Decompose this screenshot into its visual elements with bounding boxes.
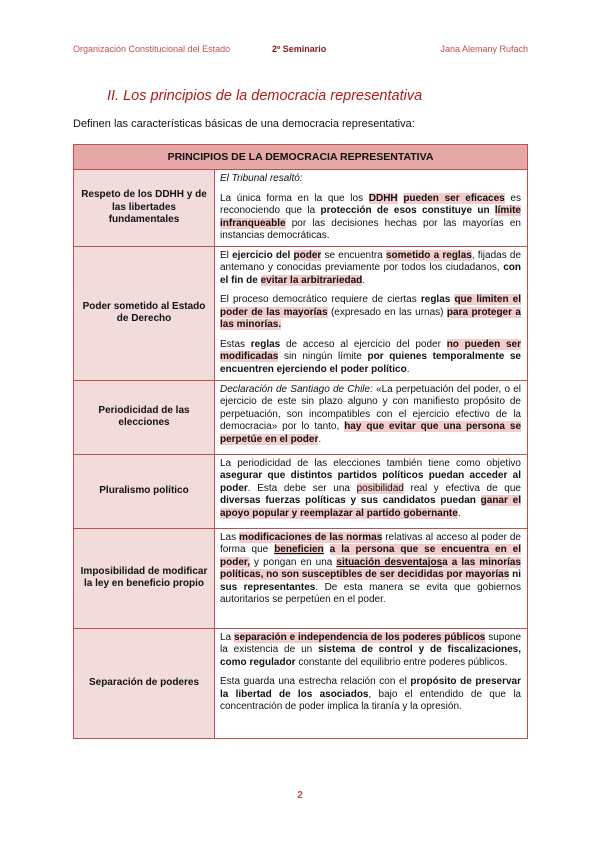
description-paragraph <box>220 532 521 607</box>
principle-description <box>215 454 528 528</box>
text-run: propósito de preservar la libertad de los asociados <box>220 676 521 700</box>
intro-text: Definen las características básicas de una democracia representativa: <box>73 118 415 130</box>
text-run: . <box>457 507 461 519</box>
text-run: ejercicio del <box>232 249 291 261</box>
principle-description <box>215 246 528 380</box>
text-run: protección de esos constituye un <box>320 205 490 216</box>
text-run: sometido a reglas <box>385 249 472 261</box>
text-run: posibilidad <box>356 482 404 494</box>
text-run: constante del equilibrio entre poderes públicos. <box>295 656 508 668</box>
text-run: modificaciones de las normas <box>239 531 383 543</box>
text-run: de acceso al ejercicio del poder <box>280 338 447 350</box>
description-paragraph <box>220 632 521 670</box>
description-paragraph <box>220 458 521 521</box>
text-run: El <box>220 249 233 261</box>
text-run: poder <box>293 249 322 261</box>
text-run <box>476 495 481 506</box>
text-run: La periodicidad de las elecciones también tiene como objetivo <box>220 457 521 469</box>
text-run: y pongan en una <box>250 556 337 568</box>
principle-description <box>215 628 528 738</box>
text-run: reglas <box>250 338 281 350</box>
text-run: por quienes temporalmente se encuentren ejerciendo el poder político <box>220 351 521 375</box>
text-run: ni sus representantes <box>220 569 522 593</box>
text-run: Estas <box>220 338 251 350</box>
text-run: separación e independencia de los poderes públicos <box>233 631 486 643</box>
text-run: sin ningún límite <box>278 351 368 362</box>
text-run: . Esta debe ser una <box>247 482 357 494</box>
description-paragraph <box>220 250 521 288</box>
principles-table <box>73 144 528 739</box>
description-paragraph <box>220 294 521 332</box>
table-row <box>74 170 528 247</box>
principle-label: Poder sometido al Estado de Derecho <box>74 246 215 380</box>
text-run: a la persona que se encuentra en el poder, <box>220 544 521 568</box>
principle-label: Imposibilidad de modificar la ley en beneficio propio <box>74 528 215 628</box>
description-paragraph <box>220 173 521 186</box>
table-row <box>74 380 528 454</box>
text-run: La <box>220 631 234 643</box>
text-run: Las <box>220 531 240 543</box>
text-run: que limiten el poder de las mayorías <box>220 294 521 318</box>
text-run: . <box>362 274 366 286</box>
header-seminar: 2º Seminario <box>272 44 327 54</box>
text-run: situación desventajos <box>336 556 443 568</box>
text-run: límite infranqueable <box>220 205 521 229</box>
table-row <box>74 246 528 380</box>
text-run: El proceso democrático requiere de ciertas <box>220 294 421 305</box>
principle-description <box>215 380 528 454</box>
text-run: , fijadas de antemano y conocidas previamente por todos los ciudadanos, <box>220 249 522 273</box>
principle-label: Periodicidad de las elecciones <box>74 380 215 454</box>
table-row <box>74 628 528 738</box>
text-run: asegurar que distintos partidos políticos puedan acceder al poder <box>220 470 521 494</box>
text-run: supone la existencia de un <box>220 631 521 655</box>
principle-label: Pluralismo político <box>74 454 215 528</box>
description-paragraph <box>220 193 521 243</box>
table-row <box>74 454 528 528</box>
text-run: . De esta manera se evita que gobiernos autoritarios se perpetúen en el poder. <box>220 581 521 605</box>
text-run <box>324 544 330 555</box>
section-heading: II. Los principios de la democracia representativa <box>107 88 423 104</box>
description-paragraph <box>220 339 521 377</box>
principle-description <box>215 528 528 628</box>
text-run: , bajo el entendido de que la concentración de poder implica la tiranía y la opresión. <box>220 688 521 712</box>
text-run: La única forma en la que los <box>220 192 369 204</box>
text-run: evitar la arbitrariedad <box>260 274 363 286</box>
text-run: real y efectiva de que <box>403 482 521 494</box>
text-run: por las decisiones hechas por las mayorías en instancias democráticas. <box>220 217 521 241</box>
text-run: . <box>406 363 410 375</box>
header-course: Organización Constitucional del Estado <box>73 44 231 54</box>
text-run: con el fin de <box>220 262 521 286</box>
text-run: a a las minorías políticas, no son susceptibles de ser decididas por mayorías <box>220 556 521 580</box>
text-run: El Tribunal resaltó: <box>220 173 303 184</box>
text-run: Esta guarda una estrecha relación con el <box>220 676 411 687</box>
text-run: diversas fuerzas políticas y sus candidatos puedan <box>220 495 476 506</box>
text-run: beneficien <box>274 544 324 555</box>
text-run: Declaración de Santiago de Chile: <box>220 383 373 395</box>
text-run: relativas al acceso al poder de forma que <box>220 531 521 555</box>
text-run: sistema de control y de fiscalizaciones, como regulador <box>220 644 521 668</box>
text-run: es reconociendo que la <box>220 192 521 216</box>
text-run: . <box>318 433 322 445</box>
text-run: ganar el apoyo popular y reemplazar al partido gobernante <box>220 495 521 519</box>
table-row <box>74 528 528 628</box>
description-paragraph <box>220 676 521 714</box>
principle-label: Separación de poderes <box>74 628 215 738</box>
text-run: reglas <box>420 294 451 305</box>
principle-description <box>215 170 528 247</box>
text-run: «La perpetuación del poder, o el ejercicio de este sin plazo alguno y con manifiesto propósito de perpetuación, son incompatibles con el ejercicio efectivo de la democracia» por lo tanto, <box>220 383 521 432</box>
text-run: pueden ser eficaces <box>403 192 505 204</box>
text-run: para proteger a las minorías. <box>220 306 521 330</box>
text-run: no pueden ser modificadas <box>220 338 521 362</box>
text-run: hay que evitar que una persona se perpetúe en el poder <box>220 421 522 445</box>
description-paragraph <box>220 384 521 447</box>
text-run: se encuentra <box>321 249 386 261</box>
header-author: Jana Alemany Rufach <box>440 44 528 54</box>
principle-label: Respeto de los DDHH y de las libertades fundamentales <box>74 170 215 247</box>
text-run: (expresado en las urnas) <box>327 306 447 318</box>
text-run: DDHH <box>368 192 398 204</box>
page-number: 2 <box>297 790 303 801</box>
table-title: PRINCIPIOS DE LA DEMOCRACIA REPRESENTATIVA <box>74 145 528 170</box>
